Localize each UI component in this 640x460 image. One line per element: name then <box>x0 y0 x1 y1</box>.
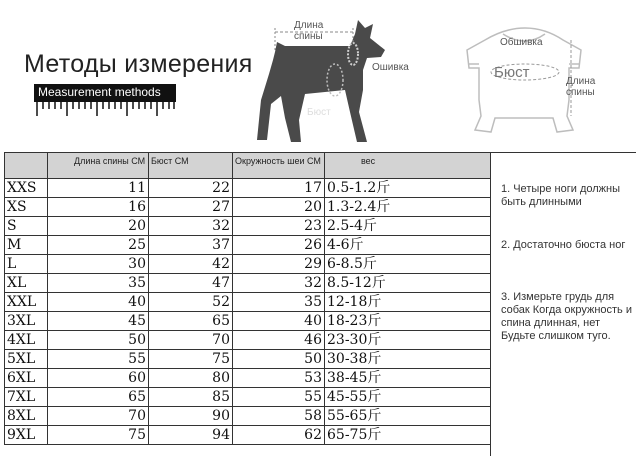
size-cell: L <box>5 255 48 274</box>
size-cell: 6XL <box>5 369 48 388</box>
back-length-cell: 25 <box>48 236 149 255</box>
back-length-cell: 45 <box>48 312 149 331</box>
back-length-cell: 75 <box>48 426 149 445</box>
size-cell: 7XL <box>5 388 48 407</box>
weight-cell: 4-6斤 <box>325 236 491 255</box>
back-length-cell: 35 <box>48 274 149 293</box>
table-row <box>5 426 491 445</box>
column-header-size <box>5 153 48 179</box>
table-row <box>5 350 491 369</box>
size-cell: 9XL <box>5 426 48 445</box>
size-cell: XL <box>5 274 48 293</box>
weight-cell: 23-30斤 <box>325 331 491 350</box>
table-row <box>5 369 491 388</box>
measurement-methods-label: Measurement methods <box>34 84 176 100</box>
chest-cell: 94 <box>149 426 233 445</box>
weight-cell: 38-45斤 <box>325 369 491 388</box>
neck-cell: 32 <box>233 274 325 293</box>
table-row <box>5 331 491 350</box>
size-cell: XXL <box>5 293 48 312</box>
note-item: 3. Измерьте грудь для собак Когда окружность и спина длинная, нет Будьте слишком туго. <box>501 291 632 342</box>
weight-cell: 0.5-1.2斤 <box>325 179 491 198</box>
back-length-cell: 50 <box>48 331 149 350</box>
size-cell: 5XL <box>5 350 48 369</box>
chest-cell: 22 <box>149 179 233 198</box>
chest-cell: 85 <box>149 388 233 407</box>
weight-cell: 18-23斤 <box>325 312 491 331</box>
neck-cell: 62 <box>233 426 325 445</box>
size-cell: 4XL <box>5 331 48 350</box>
page-title: Методы измерения <box>24 50 253 78</box>
chest-cell: 27 <box>149 198 233 217</box>
table-row <box>5 236 491 255</box>
size-cell: XS <box>5 198 48 217</box>
table-row <box>5 293 491 312</box>
chest-cell: 47 <box>149 274 233 293</box>
weight-cell: 12-18斤 <box>325 293 491 312</box>
neck-cell: 55 <box>233 388 325 407</box>
note-item: 1. Четыре ноги должны быть длинными <box>501 183 621 208</box>
back-length-cell: 60 <box>48 369 149 388</box>
size-chart <box>4 152 636 456</box>
shirt-chest-label: Бюст <box>494 64 530 81</box>
chest-cell: 42 <box>149 255 233 274</box>
size-cell: S <box>5 217 48 236</box>
neck-cell: 53 <box>233 369 325 388</box>
weight-cell: 2.5-4斤 <box>325 217 491 236</box>
neck-cell: 17 <box>233 179 325 198</box>
chest-cell: 90 <box>149 407 233 426</box>
dog-chest-label: Бюст <box>307 107 331 118</box>
table-row <box>5 217 491 236</box>
neck-cell: 29 <box>233 255 325 274</box>
size-cell: M <box>5 236 48 255</box>
back-length-cell: 70 <box>48 407 149 426</box>
neck-cell: 46 <box>233 331 325 350</box>
back-length-cell: 55 <box>48 350 149 369</box>
column-header-chest: Бюст СМ <box>149 153 233 179</box>
neck-cell: 26 <box>233 236 325 255</box>
weight-cell: 30-38斤 <box>325 350 491 369</box>
back-length-cell: 20 <box>48 217 149 236</box>
chest-cell: 75 <box>149 350 233 369</box>
neck-cell: 40 <box>233 312 325 331</box>
size-table <box>4 152 491 445</box>
table-row <box>5 198 491 217</box>
table-row <box>5 312 491 331</box>
neck-cell: 23 <box>233 217 325 236</box>
header <box>0 0 640 152</box>
table-row <box>5 179 491 198</box>
back-length-cell: 40 <box>48 293 149 312</box>
measurement-notes <box>490 152 636 456</box>
chest-cell: 80 <box>149 369 233 388</box>
column-header-neck: Окружность шеи СМ <box>233 153 325 179</box>
chest-cell: 65 <box>149 312 233 331</box>
size-cell: 8XL <box>5 407 48 426</box>
weight-cell: 55-65斤 <box>325 407 491 426</box>
size-cell: 3XL <box>5 312 48 331</box>
back-length-cell: 11 <box>48 179 149 198</box>
shirt-back-length-label: Длина спины <box>566 76 596 98</box>
chest-cell: 37 <box>149 236 233 255</box>
weight-cell: 65-75斤 <box>325 426 491 445</box>
weight-cell: 45-55斤 <box>325 388 491 407</box>
table-row <box>5 407 491 426</box>
table-row <box>5 388 491 407</box>
back-length-cell: 30 <box>48 255 149 274</box>
column-header-weight: вес <box>325 153 491 179</box>
weight-cell: 8.5-12斤 <box>325 274 491 293</box>
dog-back-length-label: Длина спины <box>294 20 324 42</box>
weight-cell: 1.3-2.4斤 <box>325 198 491 217</box>
neck-cell: 20 <box>233 198 325 217</box>
chest-cell: 70 <box>149 331 233 350</box>
neck-cell: 50 <box>233 350 325 369</box>
neck-cell: 35 <box>233 293 325 312</box>
table-header-row <box>5 153 491 179</box>
ruler-icon <box>34 100 176 118</box>
shirt-collar-label: Обшивка <box>500 37 543 48</box>
size-cell: XXS <box>5 179 48 198</box>
table-row <box>5 274 491 293</box>
note-item: 2. Достаточно бюста ног <box>501 239 626 251</box>
dog-collar-label: Ошивка <box>372 62 409 73</box>
table-row <box>5 255 491 274</box>
back-length-cell: 65 <box>48 388 149 407</box>
chest-cell: 52 <box>149 293 233 312</box>
chest-cell: 32 <box>149 217 233 236</box>
neck-cell: 58 <box>233 407 325 426</box>
column-header-back-length: Длина спины СМ <box>48 153 149 179</box>
weight-cell: 6-8.5斤 <box>325 255 491 274</box>
back-length-cell: 16 <box>48 198 149 217</box>
